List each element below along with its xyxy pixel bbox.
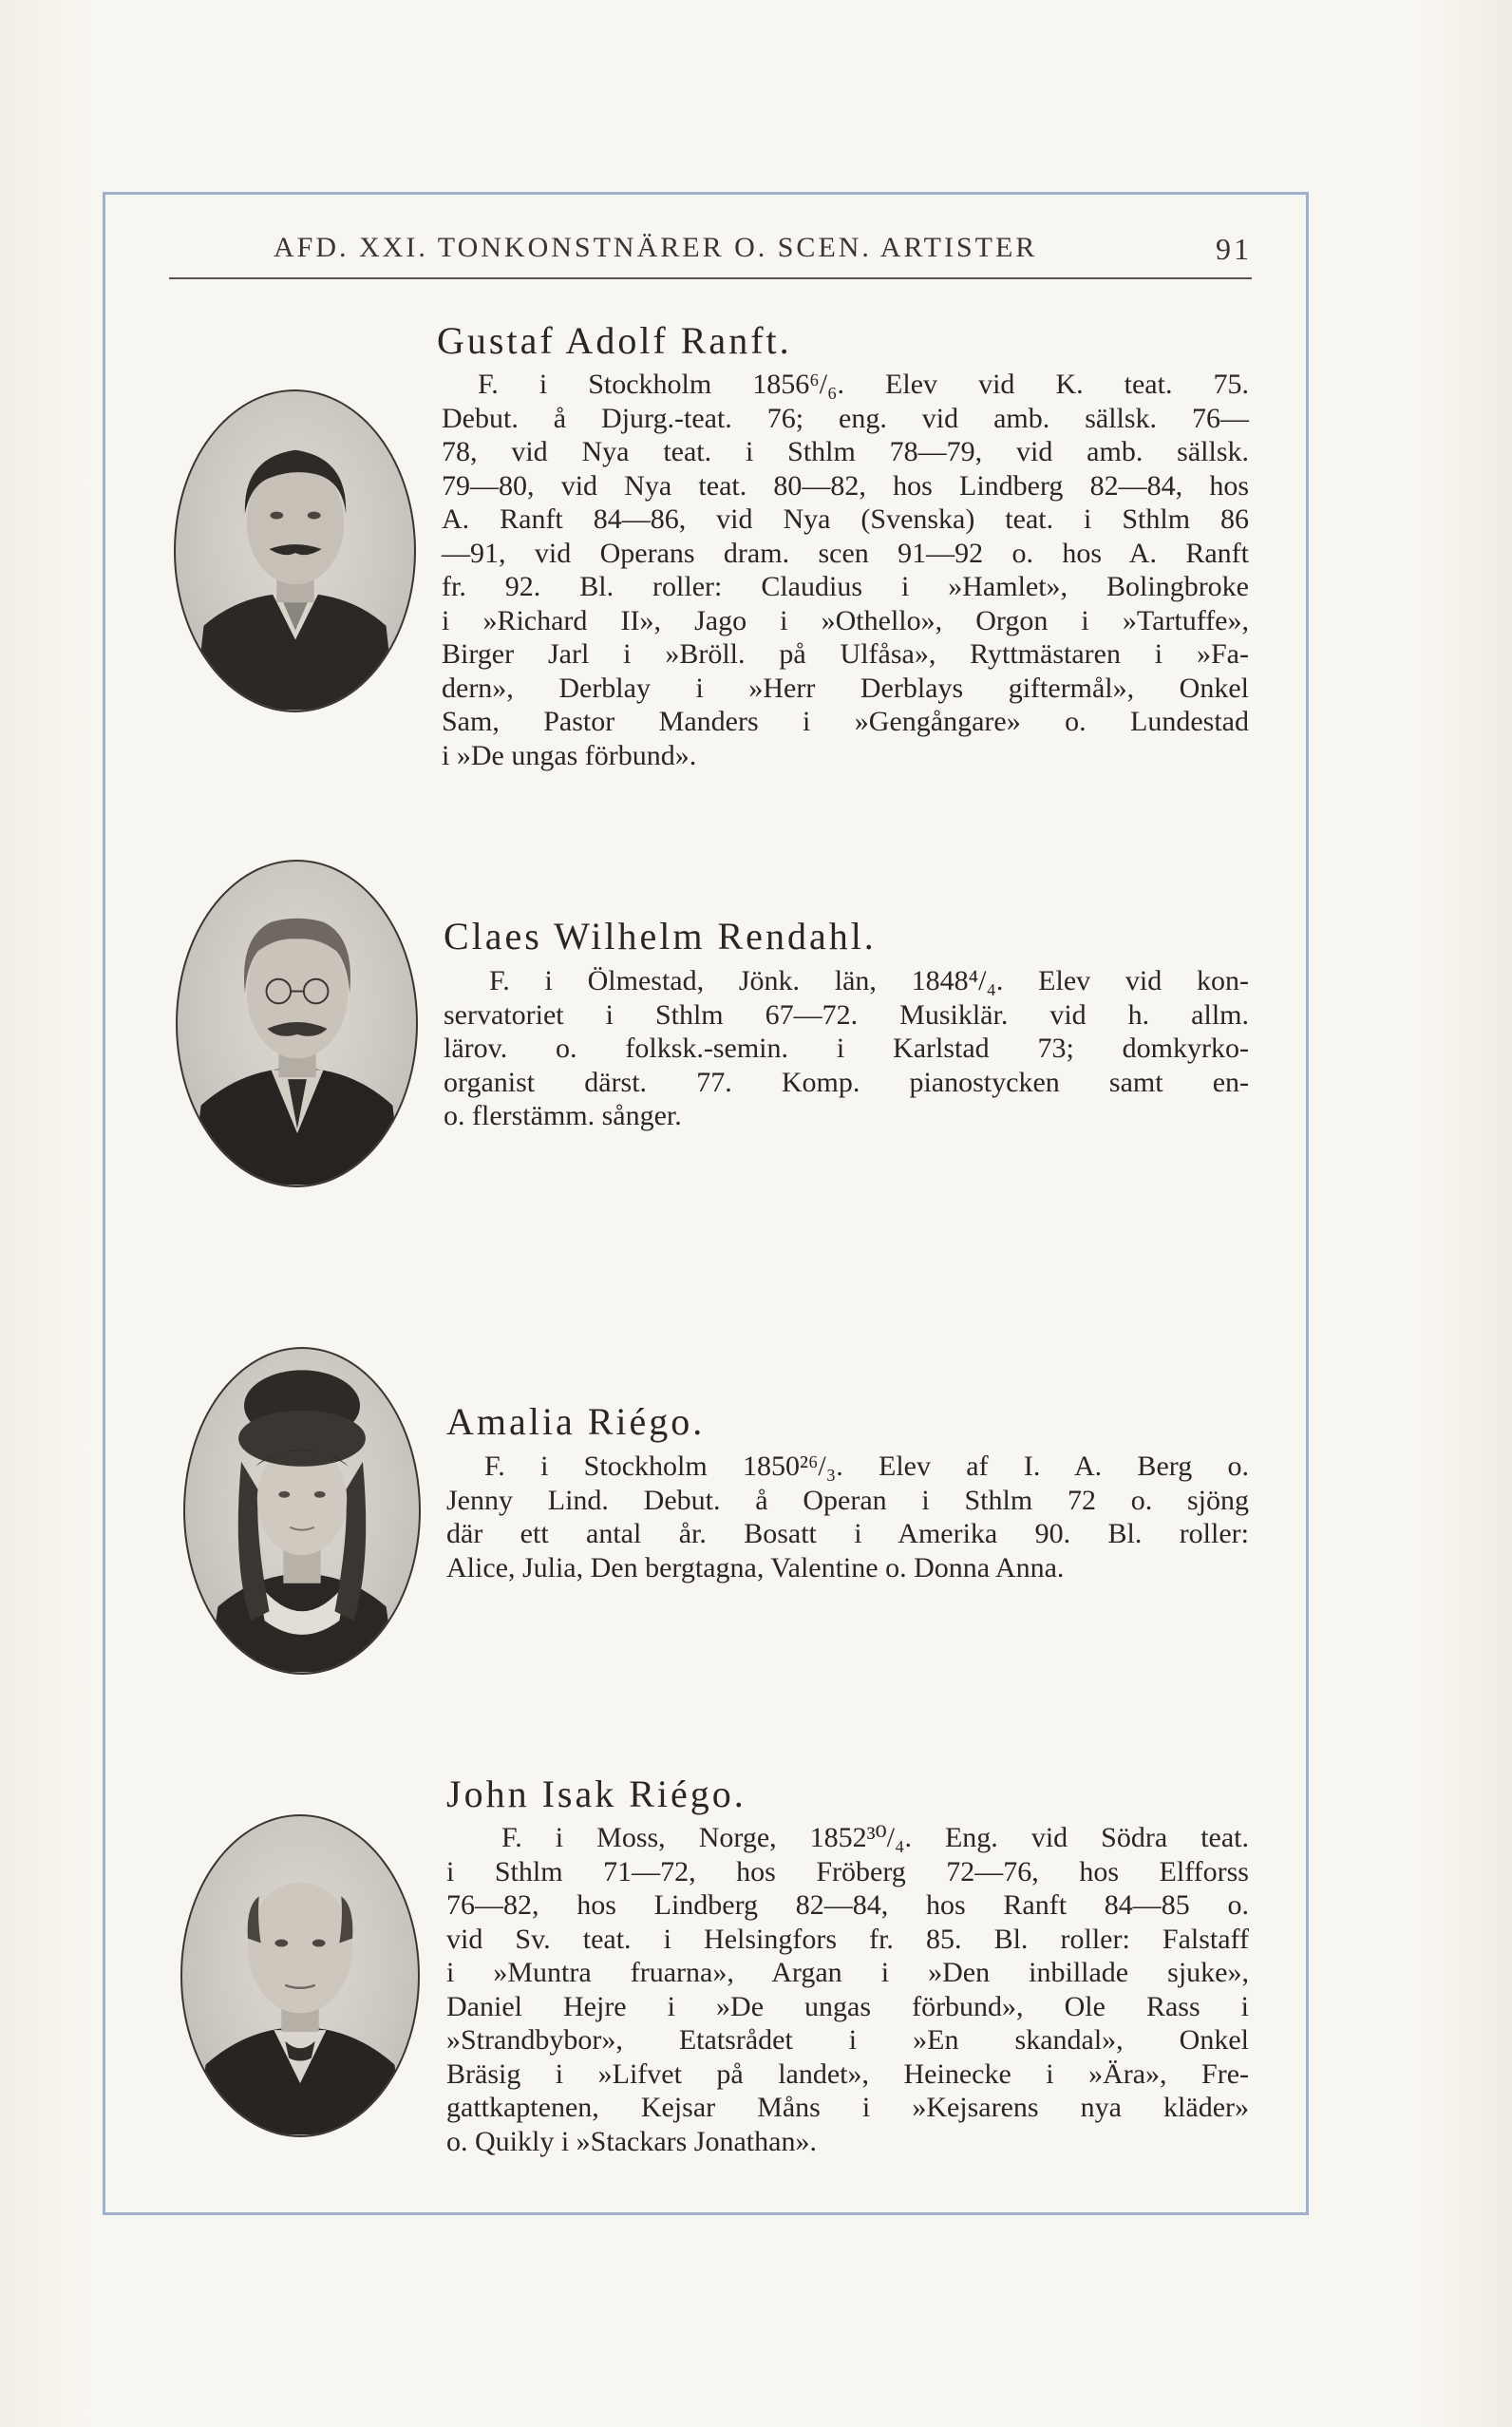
bio-line: i »De ungas förbund». [442, 739, 697, 771]
bio-line: 76—82, hos Lindberg 82—84, hos Ranft 84—85 o. [446, 1889, 1249, 1921]
bio-line: Alice, Julia, Den bergtagna, Valentine o. Donna Anna. [446, 1551, 1065, 1583]
bio-line: organist därst. 77. Komp. pianostycken samt en- [444, 1066, 1249, 1098]
entry-gustaf-adolf-ranft [166, 318, 1258, 793]
bio-line: i Sthlm 71—72, hos Fröberg 72—76, hos Elfforss [446, 1855, 1249, 1887]
portrait-claes-wilhelm-rendahl [176, 860, 418, 1187]
entry-bio [444, 964, 1249, 1133]
bio-line: 79—80, vid Nya teat. 80—82, hos Lindberg 82—84, hos [442, 469, 1249, 502]
bio-line: A. Ranft 84—86, vid Nya (Svenska) teat. i Sthlm 86 [442, 503, 1249, 535]
bio-line: —91, vid Operans dram. scen 91—92 o. hos A. Ranft [442, 537, 1249, 569]
entry-bio [446, 1450, 1249, 1584]
header-rule [169, 277, 1252, 279]
bio-line: dern», Derblay i »Herr Derblays giftermål», Onkel [442, 672, 1249, 704]
entry-name: John Isak Riégo. [446, 1773, 747, 1815]
bio-line: »Strandbybor», Etatsrådet i »En skandal», Onkel [446, 2024, 1249, 2056]
entry-claes-wilhelm-rendahl [166, 860, 1258, 1202]
running-head [169, 228, 1252, 275]
bio-line: Debut. å Djurg.-teat. 76; eng. vid amb. sällsk. 76— [442, 402, 1249, 434]
bio-line: F. i Stockholm 1850²⁶/₃. Elev af I. A. Berg o. [484, 1451, 1249, 1482]
entry-name: Claes Wilhelm Rendahl. [444, 915, 877, 958]
bio-line: F. i Stockholm 1856⁶/₆. Elev vid K. teat. 75. [478, 369, 1249, 400]
bio-line: fr. 92. Bl. roller: Claudius i »Hamlet», Bolingbroke [442, 571, 1249, 602]
entry-name: Amalia Riégo. [446, 1400, 706, 1443]
bio-line: Sam, Pastor Manders i »Gengångare» o. Lundestad [442, 706, 1249, 737]
entry-bio [446, 1821, 1249, 2158]
bio-line: i »Muntra fruarna», Argan i »Den inbillade sjuke», [446, 1957, 1249, 1988]
portrait-man-bald-icon [182, 1816, 418, 2135]
bio-line: lärov. o. folksk.-semin. i Karlstad 73; domkyrko- [444, 1033, 1249, 1064]
bio-line: Bräsig i »Lifvet på landet», Heinecke i »Ära», Fre- [446, 2057, 1249, 2090]
page-number: 91 [1216, 232, 1252, 266]
portrait-woman-braided-hair-icon [185, 1349, 419, 1673]
bio-line: i »Richard II», Jago i »Othello», Orgon i »Tartuffe», [442, 604, 1249, 636]
bio-line: servatoriet i Sthlm 67—72. Musiklär. vid h. allm. [444, 998, 1249, 1031]
bio-line: Birger Jarl i »Bröll. på Ulfåsa», Ryttmästaren i »Fa- [442, 638, 1249, 670]
entry-john-isak-riego [166, 1772, 1258, 2171]
entry-name: Gustaf Adolf Ranft. [437, 319, 792, 362]
portrait-john-isak-riego [180, 1814, 420, 2137]
bio-line: gattkaptenen, Kejsar Måns i »Kejsarens nya kläder» [446, 2092, 1249, 2123]
bio-line: Jenny Lind. Debut. å Operan i Sthlm 72 o. sjöng [446, 1484, 1249, 1516]
portrait-man-spectacles-icon [178, 862, 416, 1185]
bio-line: o. flerstämm. sånger. [444, 1100, 682, 1131]
running-head-title: AFD. XXI. TONKONSTNÄRER O. SCEN. ARTISTER [274, 232, 1038, 263]
bio-line: där ett antal år. Bosatt i Amerika 90. Bl. roller: [446, 1518, 1249, 1549]
bio-line: 78, vid Nya teat. i Sthlm 78—79, vid amb. sällsk. [442, 436, 1249, 467]
portrait-amalia-riego [183, 1347, 421, 1675]
portrait-gustaf-adolf-ranft [174, 389, 416, 712]
bio-line: F. i Ölmestad, Jönk. län, 1848⁴/₄. Elev vid kon- [489, 965, 1249, 996]
bio-line: Daniel Hejre i »De ungas förbund», Ole Rass i [446, 1990, 1249, 2022]
entry-bio [442, 368, 1249, 772]
portrait-man-mustache-icon [176, 391, 414, 711]
bio-line: vid Sv. teat. i Helsingfors fr. 85. Bl. roller: Falstaff [446, 1923, 1249, 1955]
bio-line: o. Quikly i »Stackars Jonathan». [446, 2125, 817, 2157]
bio-line: F. i Moss, Norge, 1852³⁰/₄. Eng. vid Södra teat. [501, 1822, 1249, 1853]
entry-amalia-riego [166, 1347, 1258, 1679]
